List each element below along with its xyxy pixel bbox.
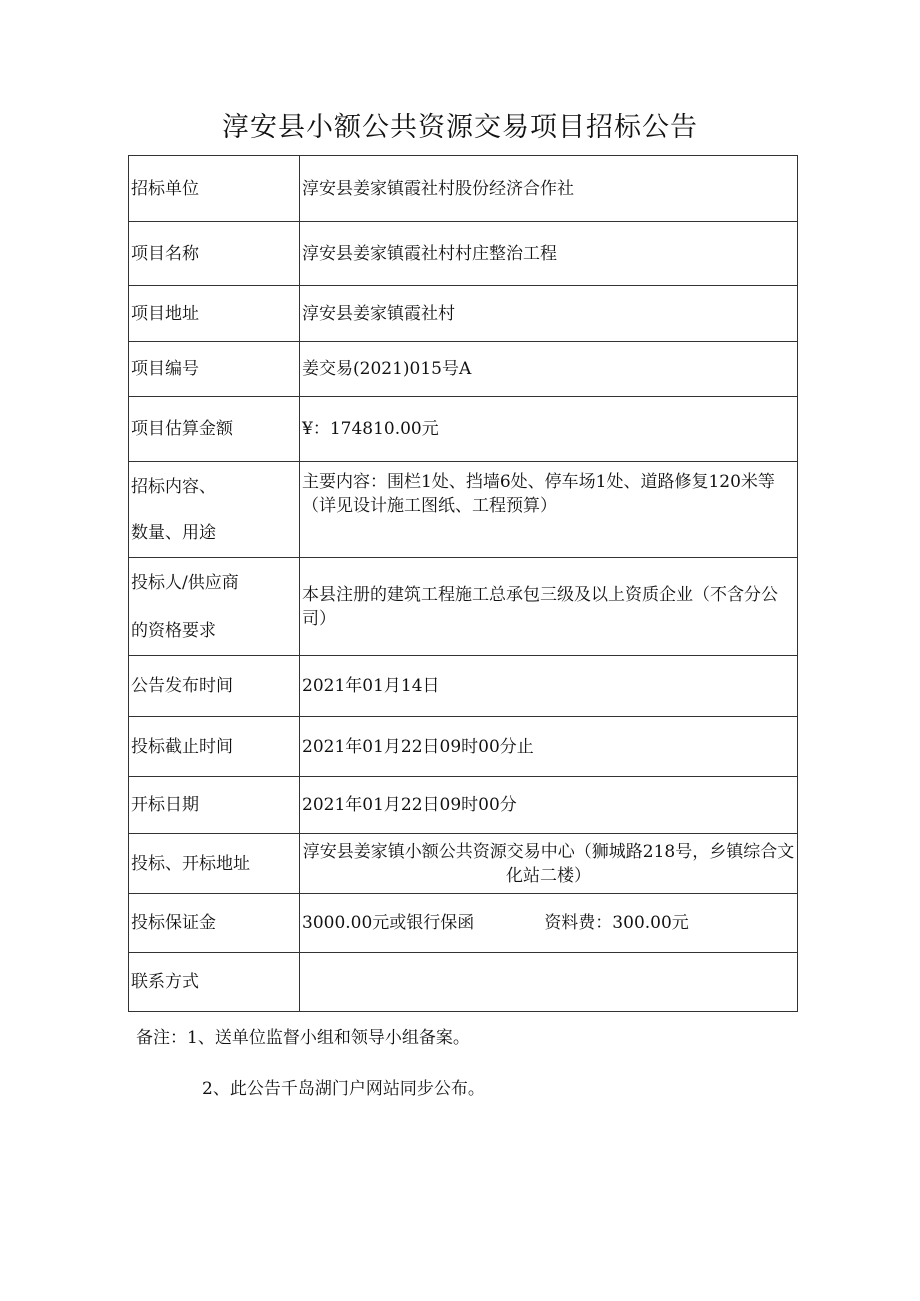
deposit-label: 投标保证金 [129,894,300,953]
publish-time-label: 公告发布时间 [129,656,300,717]
table-row [129,717,798,777]
remark-line-1: 备注：1、送单位监督小组和领导小组备案。 [136,1028,470,1048]
table-row [129,397,798,462]
project-name-label: 项目名称 [129,222,300,286]
deadline-value: 2021年01月22日09时00分止 [300,717,798,777]
location-value: 淳安县姜家镇小额公共资源交易中心（狮城路218号，乡镇综合文化站二楼） [300,834,798,894]
tenderer-label: 招标单位 [129,156,300,222]
remark-line-2: 2、此公告千岛湖门户网站同步公布。 [202,1079,485,1099]
opening-date-value: 2021年01月22日09时00分 [300,777,798,834]
table-row [129,286,798,342]
project-number-value: 姜交易(2021)015号A [300,342,798,397]
table-row [129,462,798,558]
table-row [129,222,798,286]
qualification-label [129,558,300,656]
location-label: 投标、开标地址 [129,834,300,894]
qualification-label-line1: 投标人/供应商 [131,572,239,593]
table-row [129,656,798,717]
opening-date-label: 开标日期 [129,777,300,834]
content-label [129,462,300,558]
estimate-value: ¥：174810.00元 [300,397,798,462]
page-title: 淳安县小额公共资源交易项目招标公告 [222,112,698,143]
project-address-value: 淳安县姜家镇霞社村 [300,286,798,342]
contact-label: 联系方式 [129,953,300,1012]
table-row [129,834,798,894]
tender-info-table [128,155,798,1012]
table-row [129,777,798,834]
table-row [129,342,798,397]
deposit-cell [300,894,798,953]
content-value: 主要内容：围栏1处、挡墙6处、停车场1处、道路修复120米等（详见设计施工图纸、工程预算） [300,462,798,558]
project-number-label: 项目编号 [129,342,300,397]
material-fee-value: 资料费：300.00元 [544,913,689,933]
content-label-line2: 数量、用途 [131,522,216,543]
table-row [129,953,798,1012]
publish-time-value: 2021年01月14日 [300,656,798,717]
deadline-label: 投标截止时间 [129,717,300,777]
qualification-label-line2: 的资格要求 [131,620,216,641]
project-address-label: 项目地址 [129,286,300,342]
table-row [129,894,798,953]
project-name-value: 淳安县姜家镇霞社村村庄整治工程 [300,222,798,286]
tenderer-value: 淳安县姜家镇霞社村股份经济合作社 [300,156,798,222]
deposit-value: 3000.00元或银行保函 [302,913,475,933]
qualification-value: 本县注册的建筑工程施工总承包三级及以上资质企业（不含分公司） [300,558,798,656]
estimate-label: 项目估算金额 [129,397,300,462]
contact-value [300,953,798,1012]
table-row [129,156,798,222]
content-label-line1: 招标内容、 [131,476,216,497]
table-row [129,558,798,656]
